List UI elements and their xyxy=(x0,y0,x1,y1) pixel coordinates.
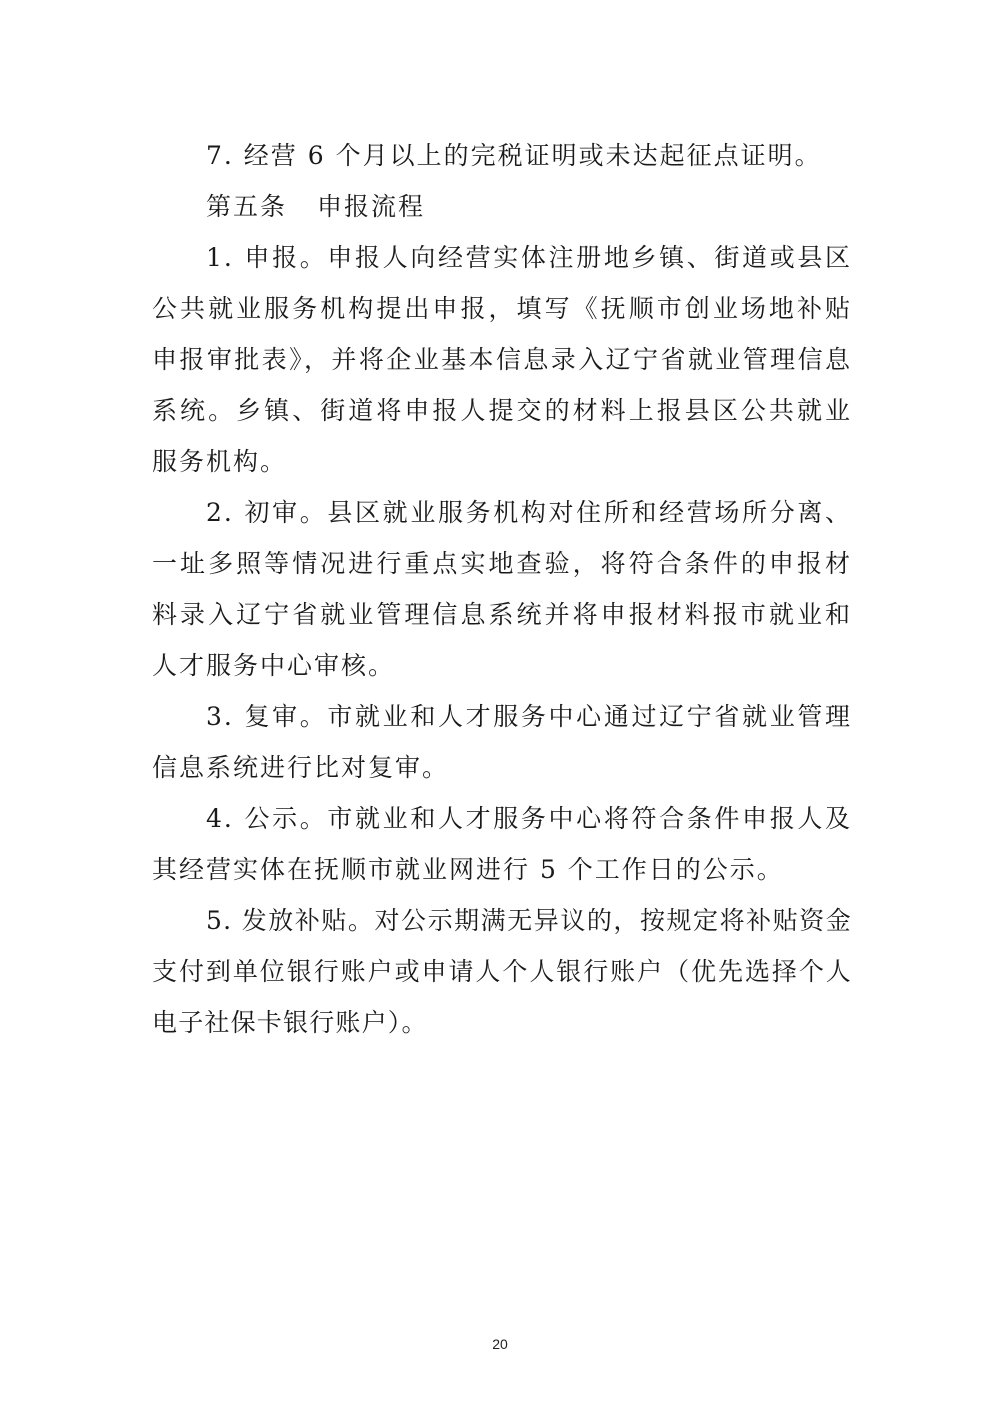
section-number: 第五条 xyxy=(206,192,288,221)
section-heading xyxy=(152,181,852,232)
list-item: 3. 复审。市就业和人才服务中心通过辽宁省就业管理信息系统进行比对复审。 xyxy=(152,702,852,782)
list-item: 7. 经营 6 个月以上的完税证明或未达起征点证明。 xyxy=(206,141,822,170)
list-item: 4. 公示。市就业和人才服务中心将符合条件申报人及其经营实体在抚顺市就业网进行 5 个工作日的公示。 xyxy=(152,804,852,884)
list-item: 1. 申报。申报人向经营实体注册地乡镇、街道或县区公共就业服务机构提出申报，填写《抚顺市创业场地补贴申报审批表》，并将企业基本信息录入辽宁省就业管理信息系统。乡镇、街道将申报人提交的材料上报县区公共就业服务机构。 xyxy=(152,243,852,476)
document-body xyxy=(152,130,852,1048)
page-number: 20 xyxy=(492,1336,508,1352)
list-item: 2. 初审。县区就业服务机构对住所和经营场所分离、一址多照等情况进行重点实地查验，将符合条件的申报材料录入辽宁省就业管理信息系统并将申报材料报市就业和人才服务中心审核。 xyxy=(152,498,852,680)
list-item: 5. 发放补贴。对公示期满无异议的，按规定将补贴资金支付到单位银行账户或申请人个人银行账户（优先选择个人电子社保卡银行账户）。 xyxy=(152,906,852,1037)
section-title: 申报流程 xyxy=(317,192,426,221)
